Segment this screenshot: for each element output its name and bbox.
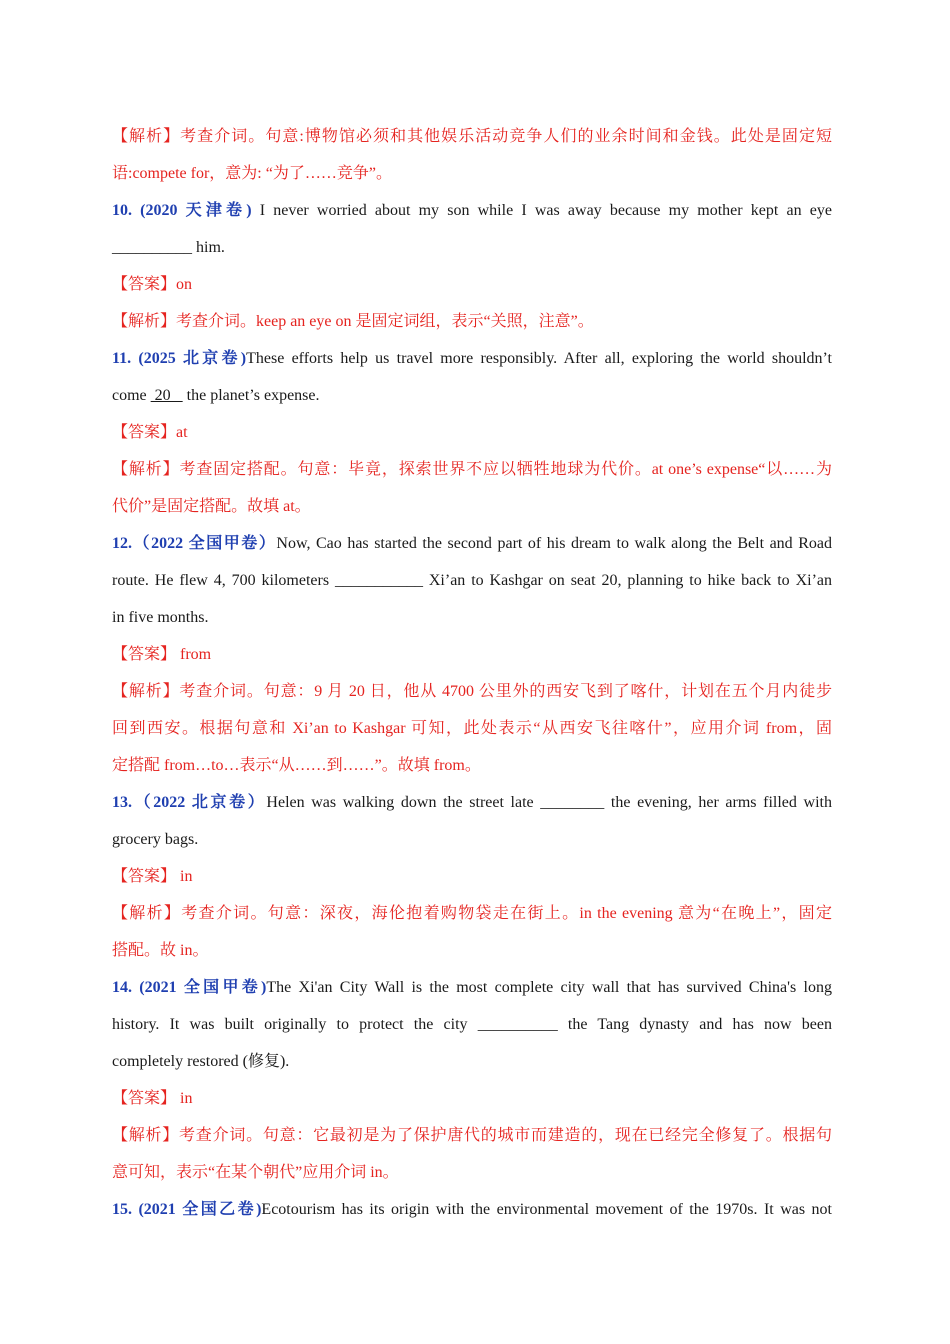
analysis-line: 【解析】考查介词。句意：9 月 20 日，他从 4700 公里外的西安飞到了喀什，计划在五个月内徒步 [112,683,832,700]
answer-value: on [176,276,193,293]
answer-value: from [176,646,212,663]
analysis-line: 回到西安。根据句意和 Xi’an to Kashgar 可知，此处表示“从西安飞往喀什”，应用介词 from，固 [112,720,832,737]
answer-label: 【答案】 [112,424,177,441]
question-number: 15. (2021 全国乙卷) [112,1201,262,1218]
answer-13 [112,858,832,895]
question-number: 14. (2021 全国甲卷) [112,979,267,996]
question-10 [112,192,832,229]
answer-14 [112,1080,832,1117]
answer-label: 【答案】 [112,276,177,293]
answer-value: at [176,424,188,441]
question-text: Now, Cao has started the second part of his dream to walk along the Belt and Road [276,535,832,552]
analysis-line: 【解析】考查介词。句意：深夜，海伦抱着购物袋走在街上。in the evening 意为“在晚上”，固定 [112,905,832,922]
question-text [112,377,832,414]
analysis-line: 语:compete for，意为: “为了……竞争”。 [112,165,392,182]
analysis-line: 定搭配 from…to…表示“从……到……”。故填 from。 [112,757,481,774]
question-text: These efforts help us travel more responsibly. After all, exploring the world shouldn’t [246,350,832,367]
question-text: history. It was built originally to protect the city __________ the Tang dynasty and has now been [112,1016,832,1033]
answer-value: in [176,868,193,885]
analysis-line: 【解析】考查固定搭配。句意：毕竟，探索世界不应以牺牲地球为代价。at one’s expense“以……为 [112,461,832,478]
analysis-line: 代价”是固定搭配。故填 at。 [112,498,311,515]
question-number: 12.（2022 全国甲卷） [112,535,277,552]
question-number: 11. (2025 北京卷) [112,350,247,367]
question-text: grocery bags. [112,831,199,848]
question-text: in five months. [112,609,209,626]
question-text: The Xi'an City Wall is the most complete city wall that has survived China's long [266,979,832,996]
document-page [112,118,832,1228]
question-text: I never worried about my son while I was away because my mother kept an eye [251,202,832,219]
question-number: 10. (2020 天津卷) [112,202,252,219]
question-text: completely restored (修复). [112,1053,290,1070]
question-12 [112,525,832,562]
analysis-line: 【解析】考查介词。句意:博物馆必须和其他娱乐活动竞争人们的业余时间和金钱。此处是固定短 [112,128,832,145]
question-14 [112,969,832,1006]
answer-label: 【答案】 [112,1090,177,1107]
question-text: Ecotourism has its origin with the environmental movement of the 1970s. It was not [261,1201,832,1218]
answer-value: in [176,1090,193,1107]
answer-label: 【答案】 [112,646,177,663]
question-11 [112,340,832,377]
blank: 20 [150,387,183,404]
answer-11 [112,414,832,451]
question-text: Helen was walking down the street late ________ the evening, her arms filled with [266,794,832,811]
answer-label: 【答案】 [112,868,177,885]
analysis-line: 搭配。故 in。 [112,942,209,959]
question-text: __________ him. [112,239,225,256]
analysis-line: 【解析】考查介词。句意：它最初是为了保护唐代的城市而建造的，现在已经完全修复了。根据句 [112,1127,832,1144]
question-text-part: the planet’s expense. [182,387,320,404]
question-text: route. He flew 4, 700 kilometers ___________ Xi’an to Kashgar on seat 20, planning to hike back to Xi’an [112,572,832,589]
analysis-line: 意可知，表示“在某个朝代”应用介词 in。 [112,1164,399,1181]
question-15 [112,1191,832,1228]
answer-10 [112,266,832,303]
answer-12 [112,636,832,673]
question-text-part: come [112,387,151,404]
analysis-line: 【解析】考查介词。keep an eye on 是固定词组，表示“关照，注意”。 [112,313,594,330]
question-number: 13.（2022 北京卷） [112,794,267,811]
question-13 [112,784,832,821]
